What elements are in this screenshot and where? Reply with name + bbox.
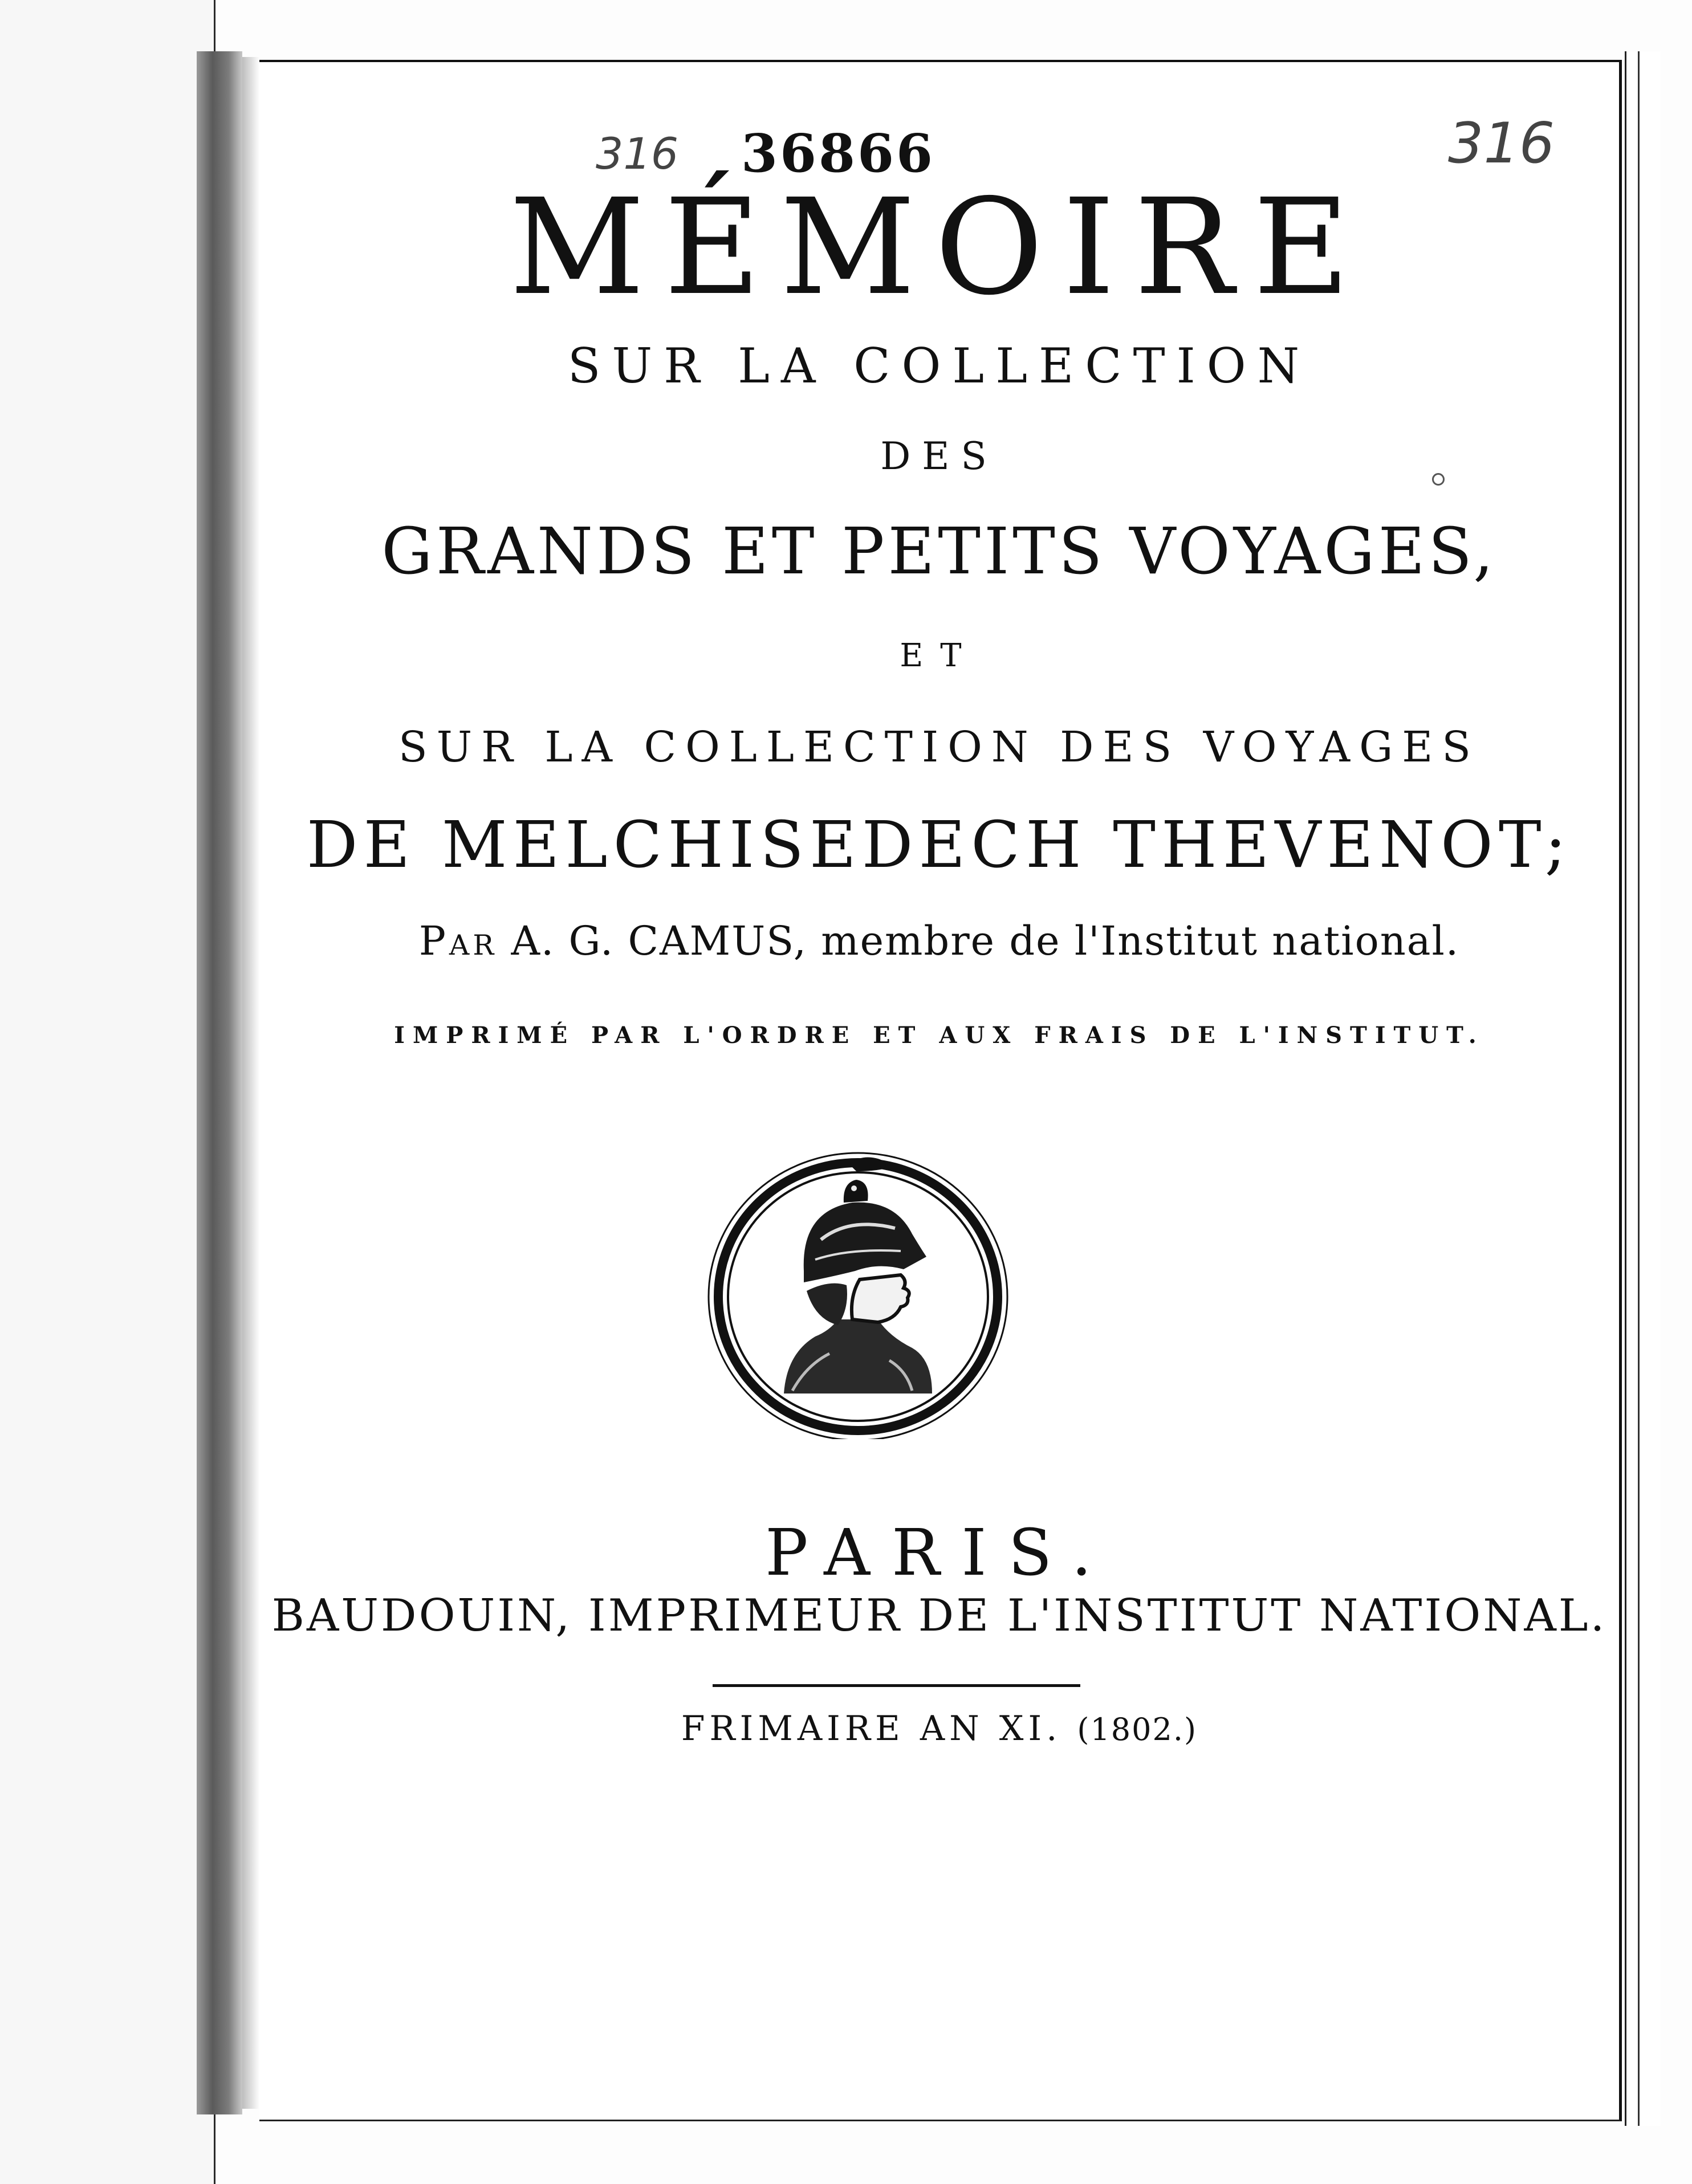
revolutionary-date: FRIMAIRE AN XI. [681, 1709, 1062, 1749]
page-title: MÉMOIRE [509, 170, 1369, 324]
separator-rule [713, 1684, 1080, 1687]
shelfmark-left: 316 [596, 128, 679, 179]
right-page-edges [1625, 51, 1661, 2126]
imprint-note: IMPRIMÉ PAR L'ORDRE ET AUX FRAIS DE L'INSTITUT. [394, 1022, 1484, 1049]
previous-page-edge [0, 0, 215, 2184]
author-affiliation: membre de l'Institut national. [821, 918, 1460, 964]
publication-year: (1802.) [1077, 1712, 1198, 1747]
paper-speck [1432, 473, 1445, 486]
author-byline [259, 918, 1619, 964]
publication-place: PARIS. [765, 1516, 1113, 1590]
subtitle-line-3: GRANDS ET PETITS VOYAGES, [381, 515, 1497, 589]
subtitle-line-4: ET [900, 637, 979, 674]
subtitle-line-1: SUR LA COLLECTION [567, 338, 1311, 394]
binding-shadow [242, 57, 259, 2109]
byline-prefix: Par [418, 918, 498, 964]
author-name: A. G. CAMUS, [511, 918, 807, 964]
stamp-number: 36866 [741, 123, 936, 184]
subtitle-line-6: DE MELCHISEDECH THEVENOT; [306, 808, 1572, 882]
shelfmark-right: 316 [1448, 111, 1555, 176]
subtitle-line-5: SUR LA COLLECTION DES VOYAGES [398, 723, 1480, 772]
book-binding [197, 51, 242, 2114]
publication-date [259, 1709, 1619, 1749]
printer-line: BAUDOUIN, IMPRIMEUR DE L'INSTITUT NATIONAL. [271, 1590, 1607, 1641]
minerva-medallion-icon [707, 1148, 1009, 1439]
subtitle-line-2: DES [880, 434, 998, 478]
